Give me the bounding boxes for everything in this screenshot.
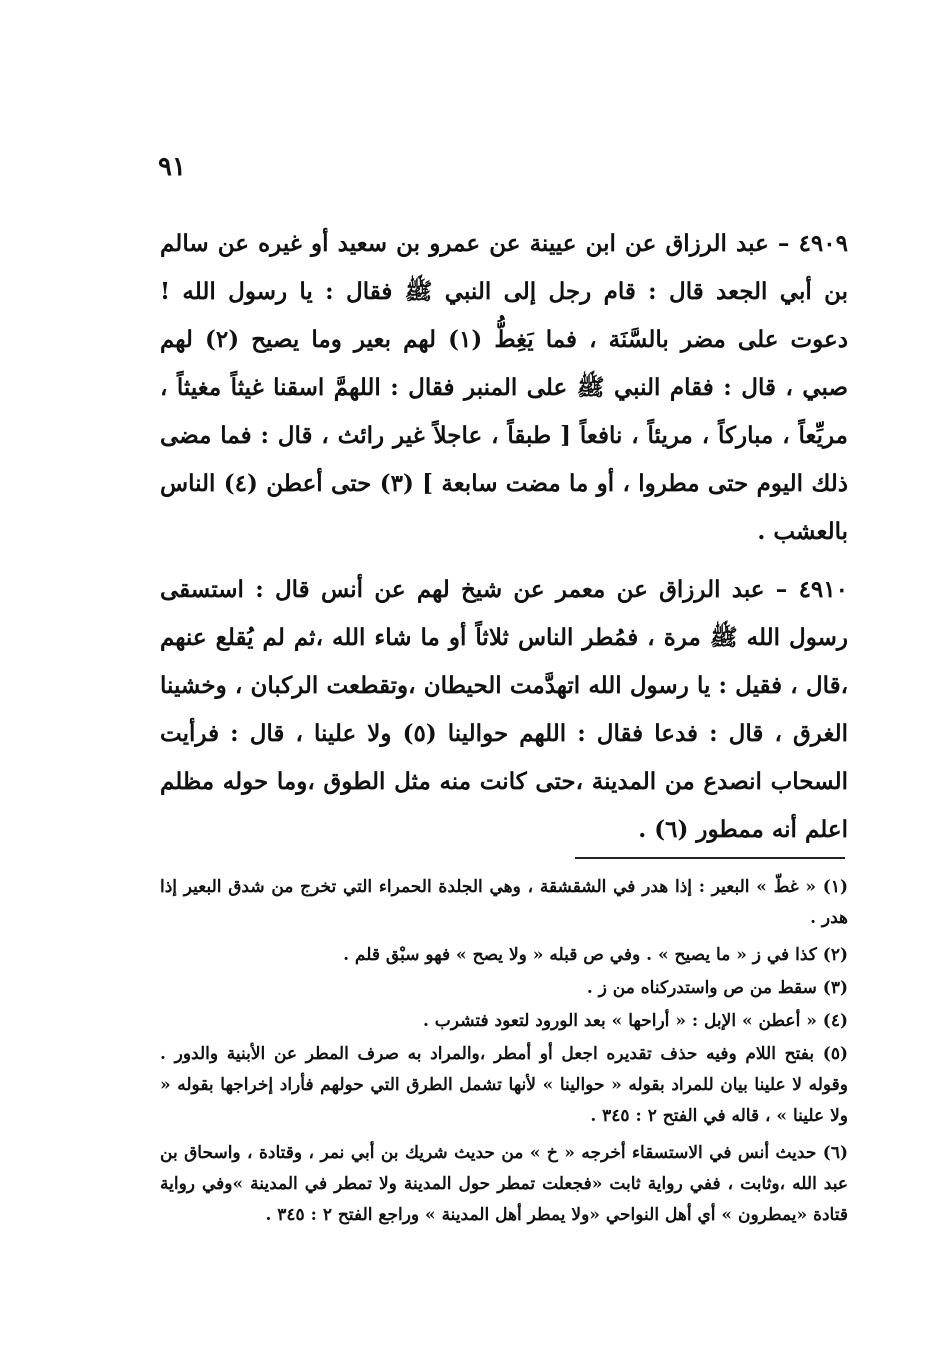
footnote-4: (٤) « أعطن » الإبل : « أراحها » بعد الورود لتعود فتشرب .: [422, 1011, 848, 1031]
footnote-5: (٥) بفتح اللام وفيه حذف تقديره اجعل أو أمطر ،والمراد به صرف المطر عن الأبنية والدور . وقوله لا علينا بيان للمراد بقوله « حوالينا » لأنها تشمل الطرق التي حولهم فأراد إخراجها بقوله « ولا علينا » ، قاله في الفتح ٢ : ٣٤٥ .: [160, 1044, 848, 1126]
footnote-divider: [575, 857, 845, 859]
footnote-2: (٢) كذا في ز « ما يصيح » . وفي ص قبله « ولا يصح » فهو سبْق قلم .: [343, 945, 848, 965]
hadith-4910: ٤٩١٠ – عبد الرزاق عن معمر عن شيخ لهم عن أنس قال : استسقى رسول الله ﷺ مرة ، فمُطر الناس ثلاثاً أو ما شاء الله ،ثم لم يُقلع عنهم ،قال ، فقيل : يا رسول الله اتهدَّمت الحيطان ،وتقطعت الركبان ، وخشينا الغرق ، قال : فدعا فقال : اللهم حوالينا (٥) ولا علينا ، قال : فرأيت السحاب انصدع من المدينة ،حتى كانت منه مثل الطوق ،وما حوله مظلم اعلم أنه ممطور (٦) .: [160, 576, 848, 843]
footnote-3: (٣) سقط من ص واستدركناه من ز .: [586, 978, 848, 998]
hadith-4909: ٤٩٠٩ – عبد الرزاق عن ابن عيينة عن عمرو بن سعيد أو غيره عن سالم بن أبي الجعد قال : قام رجل إلى النبي ﷺ فقال : يا رسول الله ! دعوت على مضر بالسَّنَة ، فما يَغِطُّ (١) لهم بعير وما يصيح (٢) لهم صبي ، قال : فقام النبي ﷺ على المنبر فقال : اللهمَّ اسقنا غيثاً مغيثاً ، مريِّعاً ، مباركاً ، مريئاً ، نافعاً [ طبقاً ، عاجلاً غير رائث ، قال : فما مضى ذلك اليوم حتى مطروا ، أو ما مضت سابعة ] (٣) حتى أعطن (٤) الناس بالعشب .: [160, 230, 849, 545]
page-number: ٩١: [158, 152, 186, 182]
footnotes: [160, 872, 848, 1233]
footnote-1: (١) « غطّ » البعير : إذا هدر في الشقشقة ، وهي الجلدة الحمراء التي تخرج من شدق البعير إذا هدر .: [160, 877, 848, 928]
main-text: [160, 220, 848, 854]
footnote-6: (٦) حديث أنس في الاستسقاء أخرجه « خ » من حديث شريك بن أبي نمر ، وقتادة ، واسحاق بن عبد الله ،وثابت ، ففي رواية ثابت «فجعلت تمطر حول المدينة ولا تمطر في المدينة »وفي رواية قتادة «يمطرون » أي أهل النواحي «ولا يمطر أهل المدينة » وراجع الفتح ٢ : ٣٤٥ .: [160, 1143, 848, 1225]
